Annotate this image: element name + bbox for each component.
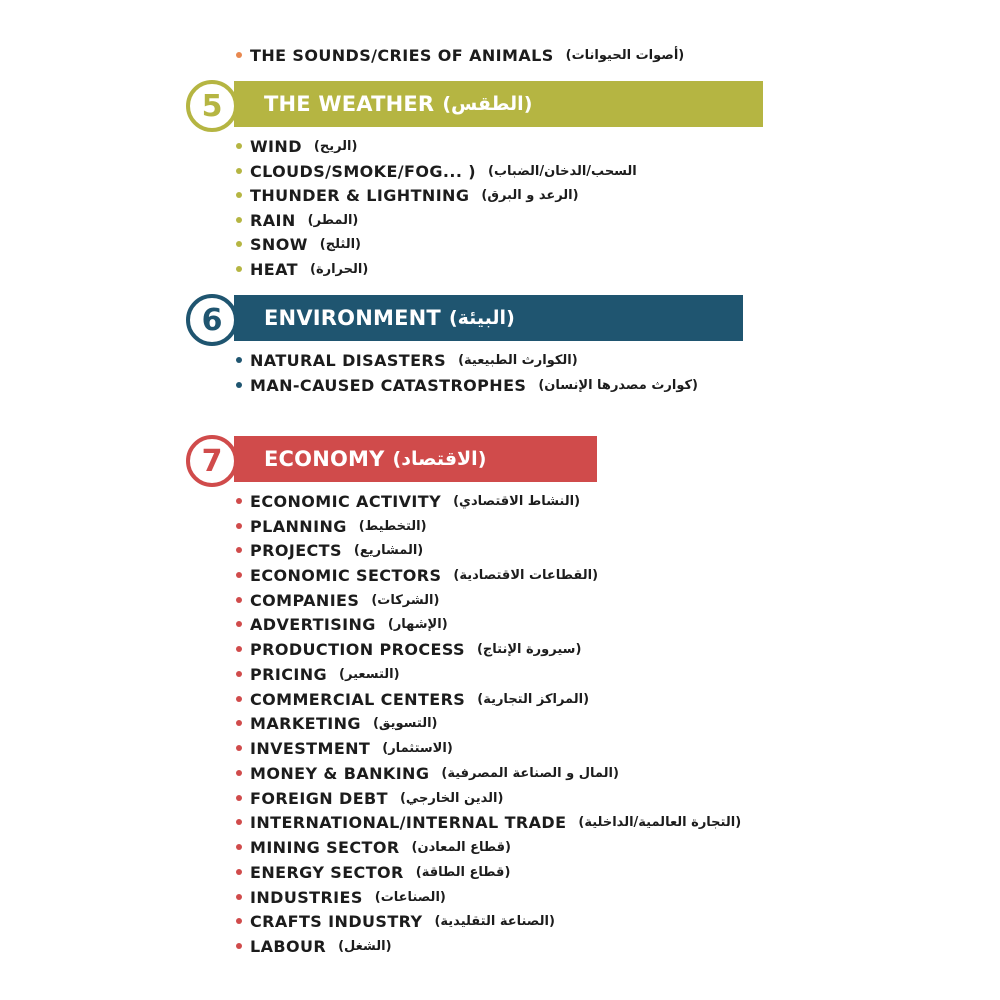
list-item-animals [236,44,684,66]
list-item [236,688,589,710]
item-english: RAIN [250,210,296,230]
bullet-icon [236,382,242,388]
item-english: INVESTMENT [250,738,371,758]
item-english: PROJECTS [250,540,342,560]
item-english: WIND [250,136,302,156]
list-item [236,349,578,371]
list-item [236,258,368,280]
bullet-icon [236,770,242,776]
item-arabic: (المطر) [307,212,359,228]
item-english: SNOW [250,234,308,254]
item-english: MARKETING [250,713,361,733]
section-title-arabic: (الاقتصاد) [392,448,487,470]
item-english: MONEY & BANKING [250,763,430,783]
item-english: ECONOMIC SECTORS [250,565,442,585]
bullet-icon [236,523,242,529]
bullet-icon [236,918,242,924]
section-title-arabic: (الطقس) [442,93,533,115]
bullet-icon [236,143,242,149]
item-english: INTERNATIONAL/INTERNAL TRADE [250,812,567,832]
section-number-economy: 7 [186,435,238,487]
bullet-icon [236,266,242,272]
list-item [236,515,427,537]
item-english: COMPANIES [250,590,360,610]
item-english: LABOUR [250,936,327,956]
bullet-icon [236,696,242,702]
item-english: CLOUDS/SMOKE/FOG... ) [250,161,477,181]
item-arabic: (التجارة العالمية/الداخلية) [578,814,742,830]
list-item [236,613,448,635]
item-arabic: (التخطيط) [358,518,427,534]
item-arabic: (الثلج) [319,236,361,252]
section-title: ENVIRONMENT [264,306,441,330]
section-title: ECONOMY [264,447,385,471]
bullet-icon [236,646,242,652]
item-arabic: (الحرارة) [309,261,369,277]
list-item [236,490,580,512]
item-english: MAN-CAUSED CATASTROPHES [250,375,527,395]
list-item [236,374,698,396]
item-arabic: (المشاريع) [353,542,424,558]
bullet-icon [236,572,242,578]
item-arabic: (الصناعات) [374,889,446,905]
bullet-icon [236,621,242,627]
list-item [236,160,637,182]
item-english: MINING SECTOR [250,837,400,857]
item-arabic: (الرعد و البرق) [481,187,579,203]
bullet-icon [236,168,242,174]
list-item [236,184,579,206]
item-arabic: (الشغل) [338,938,392,954]
item-arabic: (الشركات) [371,592,440,608]
item-english: THE SOUNDS/CRIES OF ANIMALS [250,45,554,65]
item-english: INDUSTRIES [250,887,363,907]
item-english: COMMERCIAL CENTERS [250,689,466,709]
list-item [236,787,503,809]
section-banner-environment [234,295,743,341]
list-item [236,638,581,660]
list-item [236,762,619,784]
bullet-icon [236,597,242,603]
item-arabic: (الدين الخارجي) [399,790,504,806]
bullet-icon [236,745,242,751]
item-arabic: (النشاط الاقتصادي) [453,493,581,509]
list-item [236,209,358,231]
item-english: THUNDER & LIGHTNING [250,185,470,205]
section-title-arabic: (البيئة) [448,307,515,329]
bullet-icon [236,52,242,58]
item-english: FOREIGN DEBT [250,788,388,808]
bullet-icon [236,357,242,363]
list-item [236,564,598,586]
item-arabic: (سيرورة الإنتاج) [476,641,582,657]
item-arabic: (القطاعات الاقتصادية) [453,567,599,583]
item-english: CRAFTS INDUSTRY [250,911,423,931]
item-english: PRICING [250,664,328,684]
list-item [236,836,511,858]
bullet-icon [236,894,242,900]
item-arabic: (كوارث مصدرها الإنسان) [538,377,698,393]
bullet-icon [236,720,242,726]
item-arabic: (أصوات الحيوانات) [565,47,685,63]
item-english: HEAT [250,259,298,279]
section-banner-economy [234,436,597,482]
list-item [236,712,437,734]
bullet-icon [236,943,242,949]
bullet-icon [236,844,242,850]
section-number-environment: 6 [186,294,238,346]
list-item [236,811,741,833]
item-arabic: (الإشهار) [387,616,448,632]
item-arabic: (السحب/الدخان/الضباب [488,163,637,179]
item-arabic: (المراكز التجارية) [477,691,590,707]
section-number-weather: 5 [186,80,238,132]
item-arabic: (المال و الصناعة المصرفية) [441,765,619,781]
list-item [236,135,357,157]
list-item [236,861,510,883]
bullet-icon [236,547,242,553]
item-arabic: (الصناعة التقليدية) [434,913,555,929]
bullet-icon [236,819,242,825]
section-banner-weather [234,81,763,127]
item-english: PLANNING [250,516,347,536]
bullet-icon [236,498,242,504]
item-english: ADVERTISING [250,614,376,634]
list-item [236,910,555,932]
item-english: ENERGY SECTOR [250,862,404,882]
list-item [236,589,439,611]
bullet-icon [236,795,242,801]
item-arabic: (الاستثمار) [382,740,453,756]
item-arabic: (قطاع الطاقة) [415,864,511,880]
bullet-icon [236,217,242,223]
bullet-icon [236,671,242,677]
list-item [236,539,423,561]
list-item [236,233,361,255]
item-arabic: (قطاع المعادن) [411,839,511,855]
item-arabic: (التسعير) [339,666,400,682]
item-arabic: (التسويق) [372,715,438,731]
bullet-icon [236,869,242,875]
section-title: THE WEATHER [264,92,435,116]
item-english: NATURAL DISASTERS [250,350,447,370]
bullet-icon [236,241,242,247]
item-arabic: (الكوارث الطبيعية) [458,352,578,368]
item-english: PRODUCTION PROCESS [250,639,465,659]
list-item [236,663,400,685]
list-item [236,886,446,908]
item-arabic: (الريح) [313,138,358,154]
list-item [236,737,453,759]
item-english: ECONOMIC ACTIVITY [250,491,442,511]
bullet-icon [236,192,242,198]
list-item [236,935,392,957]
